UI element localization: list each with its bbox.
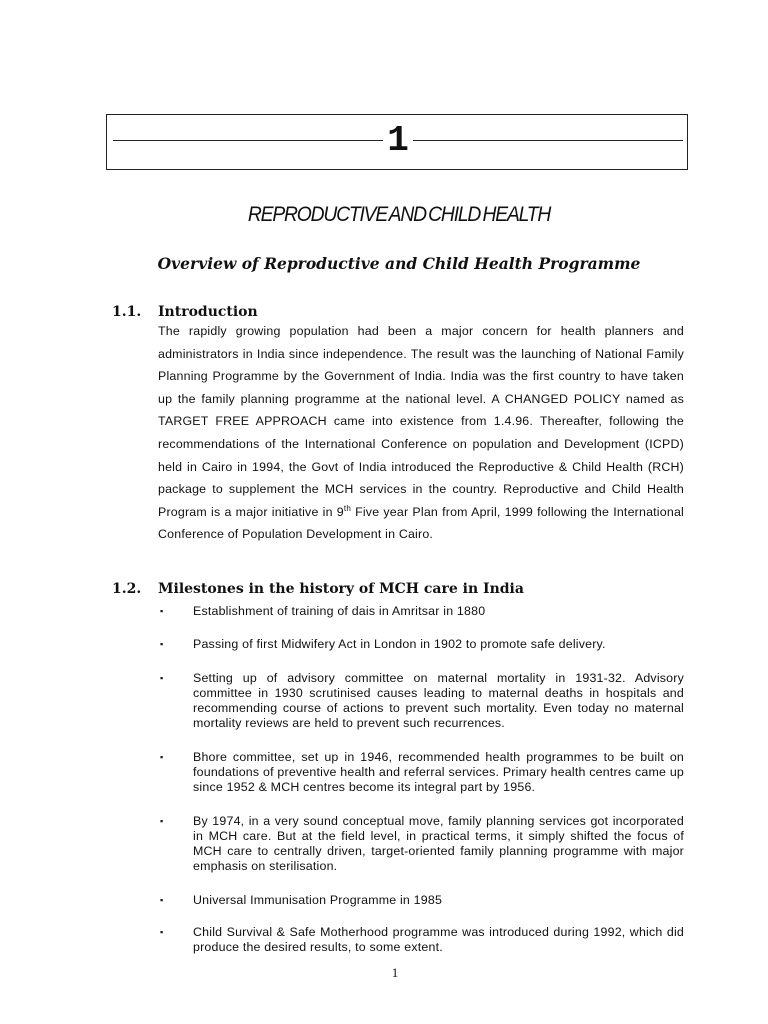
bullet-icon: ▪: [160, 673, 164, 683]
milestone-text: Bhore committee, set up in 1946, recommended health programmes to be built on foundations of preventive health and referral services. Primary health centres came up since 1952 & MCH centres become its integral part by 1956.: [193, 750, 684, 794]
chapter-title: REPRODUCTIVE AND CHILD HEALTH: [247, 203, 551, 226]
intro-text-part-1: The rapidly growing population had been a major concern for health planners and administrators in India since independence. The result was the launching of National Family Planning Programme by the Government of India. India was the first country to have taken up the family planning programme at the national level. A CHANGED POLICY named as TARGET FREE APPROACH came into existence from 1.4.96. Thereafter, following the recommendations of the International Conference on population and Development (ICPD) held in Cairo in 1994, the Govt of India introduced the Reproductive & Child Health (RCH) package to supplement the MCH services in the country. Reproductive and Child Health Program is a major initiative in 9: [158, 324, 684, 519]
bullet-icon: ▪: [160, 752, 164, 762]
list-item: [158, 893, 684, 908]
section-number: 1.1.: [112, 304, 142, 320]
milestone-text: Setting up of advisory committee on maternal mortality in 1931-32. Advisory committee in 1930 scrutinised causes leading to maternal deaths in hospitals and recommending course of actions to prevent such mortality. Even today no maternal mortality reviews are held to prevent such recurrences.: [193, 671, 684, 730]
section-title: Introduction: [158, 304, 258, 320]
chapter-number: 1: [387, 120, 409, 161]
bullet-icon: ▪: [160, 606, 164, 616]
list-item: [158, 671, 684, 731]
bullet-icon: ▪: [160, 927, 164, 937]
milestone-text: Universal Immunisation Programme in 1985: [193, 893, 443, 907]
page-number: 1: [391, 965, 399, 980]
section-heading-milestones: [112, 581, 524, 597]
chapter-number-box: [106, 114, 688, 170]
bullet-icon: ▪: [160, 816, 164, 826]
chapter-rule-right: [413, 140, 683, 141]
milestone-text: Child Survival & Safe Motherhood programme was introduced during 1992, which did produce the desired results, to some extent.: [193, 925, 684, 954]
list-item: [158, 750, 684, 795]
list-item: [158, 604, 684, 619]
section-title: Milestones in the history of MCH care in India: [158, 581, 524, 597]
bullet-icon: ▪: [160, 895, 164, 905]
bullet-icon: ▪: [160, 639, 164, 649]
ordinal-superscript: th: [343, 503, 351, 513]
chapter-subtitle: Overview of Reproductive and Child Health Programme: [157, 254, 641, 273]
intro-text-part-2: Five year Plan from April, 1999 following the International Conference of Population Development in Cairo.: [158, 504, 684, 542]
chapter-rule-left: [113, 140, 383, 141]
milestone-text: Passing of first Midwifery Act in London in 1902 to promote safe delivery.: [193, 637, 606, 651]
list-item: [158, 637, 684, 652]
milestone-text: Establishment of training of dais in Amritsar in 1880: [193, 604, 486, 618]
section-number: 1.2.: [112, 581, 142, 597]
list-item: [158, 814, 684, 874]
section-heading-introduction: [112, 304, 258, 320]
milestone-text: By 1974, in a very sound conceptual move, family planning services got incorporated in MCH care. But at the field level, in practical terms, it simply shifted the focus of MCH care to centrally driven, target-oriented family planning programme with major emphasis on sterilisation.: [193, 814, 684, 873]
list-item: [158, 925, 684, 955]
milestones-list: [158, 604, 684, 955]
introduction-paragraph: [158, 320, 684, 546]
